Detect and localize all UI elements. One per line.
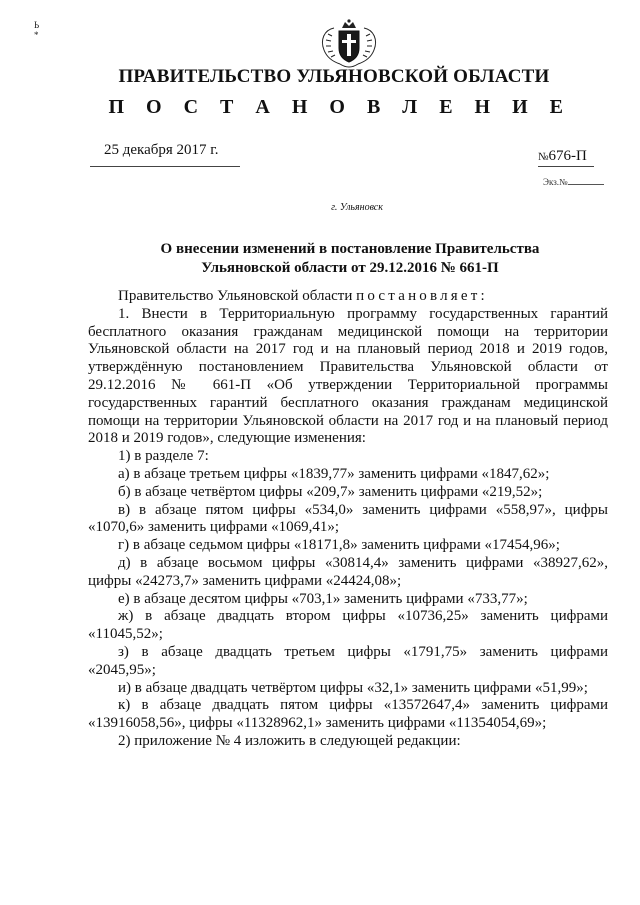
- copy-label: Экз.№: [543, 177, 568, 187]
- paragraph-b: б) в абзаце четвёртом цифры «209,7» заменить цифрами «219,52»;: [118, 483, 543, 500]
- government-title: ПРАВИТЕЛЬСТВО УЛЬЯНОВСКОЙ ОБЛАСТИ: [118, 66, 550, 87]
- preamble: [88, 288, 608, 306]
- paragraph-d: д) в абзаце восьмом цифры «30814,4» заменить цифрами «38927,62», цифры «24273,7» заменить цифрами «24424,08»;: [88, 554, 608, 589]
- paragraph-i: и) в абзаце двадцать четвёртом цифры «32,1» заменить цифрами «51,99»;: [118, 679, 588, 696]
- paragraph-sub-2: 2) приложение № 4 изложить в следующей редакции:: [118, 732, 461, 749]
- paragraph-zh: ж) в абзаце двадцать втором цифры «10736,25» заменить цифрами «11045,52»;: [88, 608, 608, 643]
- document-date: 25 декабря 2017 г.: [104, 142, 219, 158]
- paragraph-k: к) в абзаце двадцать пятом цифры «13572647,4» заменить цифрами «13916058,56», цифры «11328962,1» заменить цифрами «11354054,69»;: [88, 697, 608, 732]
- city: г. Ульяновск: [331, 202, 383, 213]
- document-subject: [120, 240, 580, 278]
- copy-blank: [568, 177, 604, 185]
- number-value: 676-П: [548, 148, 587, 164]
- paragraph-z: з) в абзаце двадцать третьем цифры «1791,75» заменить цифрами «2045,95»;: [88, 643, 608, 678]
- preamble-verb: постановляет:: [356, 288, 488, 304]
- paragraph-g: г) в абзаце седьмом цифры «18171,8» заменить цифрами «17454,96»;: [118, 537, 560, 554]
- subject-line-2: Ульяновской области от 29.12.2016 № 661-П: [201, 260, 499, 276]
- paragraph-item-1: 1. Внести в Территориальную программу государственных гарантий бесплатного оказания гражданам медицинской помощи на территории Ульяновской области на 2017 год и на плановый период 2018 и 2019 годов, утверждённую постановлением Правительства Ульяновской области от 29.12.2016 № 661-П «Об утверждении Территориальной программы государственных гарантий бесплатного оказания гражданам медицинской помощи на территории Ульяновской области на 2017 год и на плановый период 2018 и 2019 годов», следующие изменения:: [88, 305, 608, 447]
- coat-of-arms-icon: [318, 18, 380, 72]
- document-body: [88, 288, 608, 751]
- paragraph-sub-1: 1) в разделе 7:: [118, 448, 209, 465]
- document-type-title: П О С Т А Н О В Л Е Н И Е: [108, 96, 572, 118]
- preamble-lead: Правительство Ульяновской области: [118, 288, 357, 304]
- number-sign: №: [538, 151, 549, 163]
- paragraph-a: а) в абзаце третьем цифры «1839,77» заменить цифрами «1847,62»;: [118, 465, 550, 482]
- paragraph-v: в) в абзаце пятом цифры «534,0» заменить цифрами «558,97», цифры «1070,6» заменить цифрами «1069,41»;: [88, 501, 608, 536]
- margin-marks: Ь *: [34, 20, 40, 40]
- date-underline: [90, 166, 240, 167]
- copy-number: [543, 177, 604, 187]
- subject-line-1: О внесении изменений в постановление Правительства: [160, 241, 540, 257]
- paragraph-e: е) в абзаце десятом цифры «703,1» заменить цифрами «733,77»;: [118, 590, 528, 607]
- number-underline: [538, 166, 594, 167]
- document-number: [538, 148, 587, 165]
